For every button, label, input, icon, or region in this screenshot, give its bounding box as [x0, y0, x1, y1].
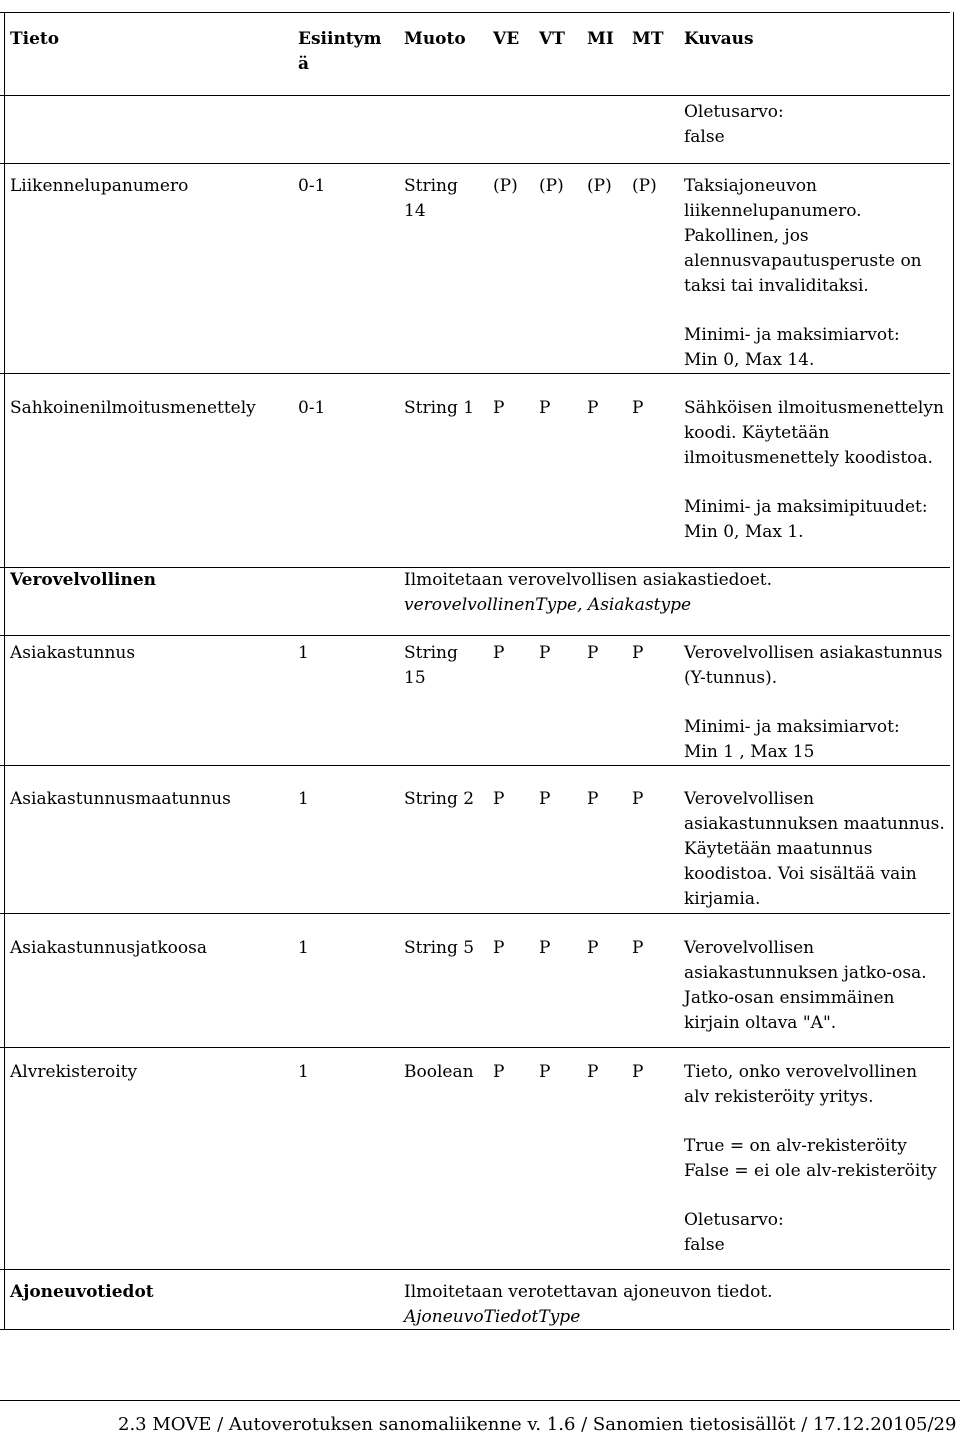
flag-ve: P [493, 938, 505, 958]
flag-mt: P [632, 1062, 644, 1082]
description-text: Oletusarvo: false [684, 1210, 784, 1255]
occurrence: 1 [298, 643, 309, 663]
field-name: Asiakastunnusjatkoosa [10, 938, 207, 958]
flag-vt: P [539, 398, 551, 418]
header-mt: MT [632, 29, 664, 49]
flag-mi: P [587, 643, 599, 663]
format: String 5 [404, 938, 475, 958]
description-text: Verovelvollisen asiakastunnuksen jatko-osa. Jatko-osan ensimmäinen kirjain oltava "A". [684, 938, 927, 1033]
flag-mi: P [587, 789, 599, 809]
description-cell [684, 936, 927, 1036]
format: String 15 [404, 643, 458, 688]
flag-mt: P [632, 398, 644, 418]
header-kuvaus: Kuvaus [684, 29, 754, 49]
description-cell [684, 396, 944, 545]
occurrence: 1 [298, 789, 309, 809]
flag-mt: P [632, 789, 644, 809]
format: String 1 [404, 398, 475, 418]
flag-mt: P [632, 643, 644, 663]
header-muoto: Muoto [404, 29, 466, 49]
table-row [0, 1048, 950, 1270]
description-cell [684, 174, 922, 373]
table-right-border [953, 12, 954, 1330]
table-row [0, 1270, 950, 1330]
flag-vt: P [539, 1062, 551, 1082]
table-row [0, 164, 950, 374]
flag-vt: P [539, 643, 551, 663]
flag-ve: P [493, 1062, 505, 1082]
description-cell [684, 641, 942, 765]
flag-ve: (P) [493, 176, 518, 196]
header-tieto: Tieto [10, 29, 60, 49]
flag-mt: (P) [632, 176, 657, 196]
footer-text: 2.3 MOVE / Autoverotuksen sanomaliikenne v. 1.6 / Sanomien tietosisällöt / 17.12.2010 [118, 1414, 917, 1435]
occurrence: 1 [298, 1062, 309, 1082]
header-ve: VE [493, 29, 520, 49]
flag-mt: P [632, 938, 644, 958]
header-vt: VT [539, 29, 565, 49]
table-row [0, 914, 950, 1048]
occurrence: 0-1 [298, 398, 326, 418]
flag-vt: P [539, 789, 551, 809]
description-text: Minimi- ja maksimipituudet: Min 0, Max 1. [684, 497, 928, 542]
description-text: Sähköisen ilmoitusmenettelyn koodi. Käytetään ilmoitusmenettely koodistoa. [684, 398, 944, 468]
table-header-row [0, 12, 950, 96]
description-text: Oletusarvo: false [684, 102, 784, 147]
description-text: Verovelvollisen asiakastunnus (Y-tunnus). [684, 643, 943, 688]
flag-ve: P [493, 789, 505, 809]
flag-ve: P [493, 398, 505, 418]
format: String 2 [404, 789, 475, 809]
description-text: True = on alv-rekisteröity False = ei ole alv-rekisteröity [684, 1136, 937, 1181]
group-type: AjoneuvoTiedotType [404, 1307, 581, 1327]
group-text: Ilmoitetaan verovelvollisen asiakastiedoet. [404, 570, 773, 590]
format: String 14 [404, 176, 458, 221]
page-number: 5/29 [916, 1414, 957, 1435]
description-text: Minimi- ja maksimiarvot: Min 0, Max 14. [684, 325, 900, 370]
description-text: Taksiajoneuvon liikennelupanumero. Pakollinen, jos alennusvapautusperuste on taksi tai invaliditaksi. [684, 176, 922, 296]
group-description [404, 568, 772, 618]
format: Boolean [404, 1062, 474, 1082]
group-name: Ajoneuvotiedot [10, 1282, 154, 1302]
occurrence: 0-1 [298, 176, 326, 196]
flag-vt: (P) [539, 176, 564, 196]
flag-mi: P [587, 1062, 599, 1082]
flag-mi: (P) [587, 176, 612, 196]
field-name: Liikennelupanumero [10, 176, 189, 196]
flag-ve: P [493, 643, 505, 663]
table-row [0, 766, 950, 914]
description-cell [684, 787, 945, 912]
header-esiintyma: Esiintym ä [298, 29, 382, 74]
table-row [0, 96, 950, 164]
flag-mi: P [587, 398, 599, 418]
table-left-border [4, 12, 5, 1330]
description-text: Tieto, onko verovelvollinen alv rekisteröity yritys. [684, 1062, 918, 1107]
group-name: Verovelvollinen [10, 570, 157, 590]
header-mi: MI [587, 29, 614, 49]
field-name: Sahkoinenilmoitusmenettely [10, 398, 256, 418]
flag-mi: P [587, 938, 599, 958]
description-cell [684, 100, 784, 150]
group-type: verovelvollinenType, Asiakastype [404, 595, 692, 615]
field-name: Asiakastunnus [10, 643, 136, 663]
description-cell [684, 1060, 937, 1258]
group-text: Ilmoitetaan verotettavan ajoneuvon tiedot. [404, 1282, 773, 1302]
occurrence: 1 [298, 938, 309, 958]
table-row [0, 636, 950, 766]
description-text: Verovelvollisen asiakastunnuksen maatunnus. Käytetään maatunnus koodistoa. Voi sisältää vain kirjamia. [684, 789, 945, 909]
page-footer [0, 1400, 960, 1435]
table-row [0, 374, 950, 568]
field-name: Asiakastunnusmaatunnus [10, 789, 231, 809]
field-name: Alvrekisteroity [10, 1062, 138, 1082]
group-description [404, 1280, 773, 1330]
description-text: Minimi- ja maksimiarvot: Min 1 , Max 15 [684, 717, 900, 762]
table-row [0, 568, 950, 636]
flag-vt: P [539, 938, 551, 958]
